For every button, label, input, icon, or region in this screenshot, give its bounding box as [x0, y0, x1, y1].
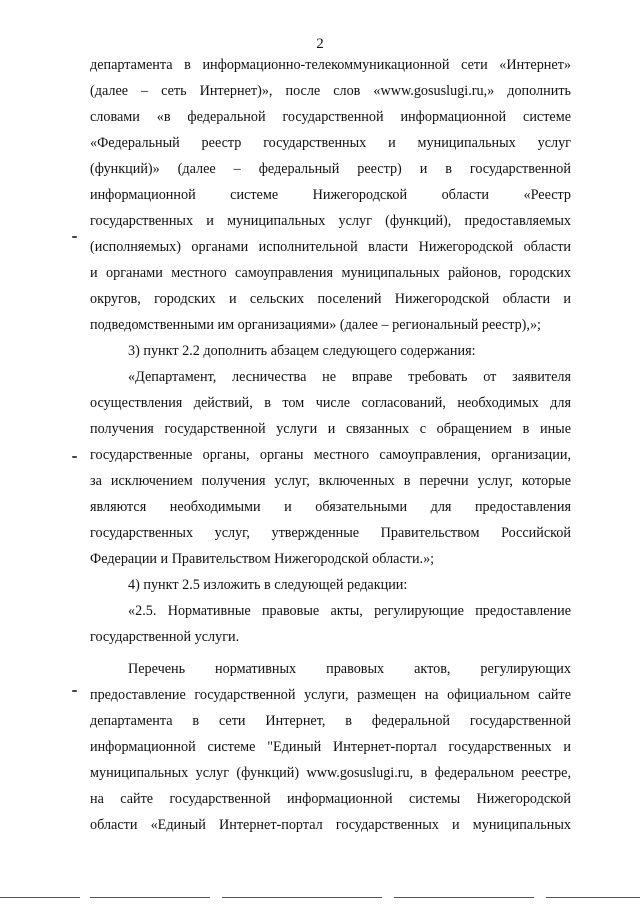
text-line: информационной системе Нижегородской области «Реестр	[90, 187, 571, 203]
text-line: являются необходимыми и обязательными для предоставления	[90, 499, 571, 515]
text-line: государственных и муниципальных услуг (функций), предоставляемых	[90, 213, 571, 229]
scan-mark	[72, 236, 77, 238]
page-number: 2	[316, 36, 324, 52]
text-line: словами «в федеральной государственной информационной системе	[90, 109, 571, 125]
text-line: округов, городских и сельских поселений Нижегородской области и	[90, 291, 571, 307]
text-line: государственные органы, органы местного самоуправления, организации,	[90, 447, 571, 463]
text-line: подведомственными им организациями» (далее – региональный реестр),»;	[90, 317, 541, 333]
text-line: департамента в информационно-телекоммуникационной сети «Интернет»	[90, 57, 571, 73]
text-line: осуществления действий, в том числе согласований, необходимых для	[90, 395, 571, 411]
document-body	[90, 52, 571, 838]
text-line: Федерации и Правительством Нижегородской области.»;	[90, 551, 435, 567]
text-line: «Департамент, лесничества не вправе требовать от заявителя	[128, 369, 571, 385]
text-line: «Федеральный реестр государственных и муниципальных услуг	[90, 135, 571, 151]
text-line: информационной системе "Единый Интернет-портал государственных и	[90, 739, 571, 755]
scan-mark	[72, 690, 77, 692]
scan-mark	[72, 456, 77, 458]
text-line: государственных услуг, утвержденные Правительством Российской	[90, 525, 571, 541]
scan-bottom-edge	[0, 897, 640, 900]
text-line: Перечень нормативных правовых актов, регулирующих	[128, 661, 571, 677]
text-line: на сайте государственной информационной системы Нижегородской	[90, 791, 571, 807]
text-line: департамента в сети Интернет, в федеральной государственной	[90, 713, 571, 729]
text-line: предоставление государственной услуги, размещен на официальном сайте	[90, 687, 571, 703]
text-line: области «Единый Интернет-портал государственных и муниципальных	[90, 817, 571, 833]
text-line: (далее – сеть Интернет)», после слов «www.gosuslugi.ru,» дополнить	[90, 83, 571, 99]
text-line: получения государственной услуги и связанных с обращением в иные	[90, 421, 571, 437]
text-line: 4) пункт 2.5 изложить в следующей редакции:	[128, 577, 408, 593]
text-line: 3) пункт 2.2 дополнить абзацем следующего содержания:	[128, 343, 476, 359]
text-line: и органами местного самоуправления муниципальных районов, городских	[90, 265, 571, 281]
text-line: за исключением получения услуг, включенных в перечни услуг, которые	[90, 473, 571, 489]
text-line: (функций)» (далее – федеральный реестр) и в государственной	[90, 161, 571, 177]
text-line: «2.5. Нормативные правовые акты, регулирующие предоставление	[128, 603, 571, 619]
text-line: муниципальных услуг (функций) www.gosuslugi.ru, в федеральном реестре,	[90, 765, 571, 781]
text-line: государственной услуги.	[90, 629, 240, 645]
text-line: (исполняемых) органами исполнительной власти Нижегородской области	[90, 239, 571, 255]
